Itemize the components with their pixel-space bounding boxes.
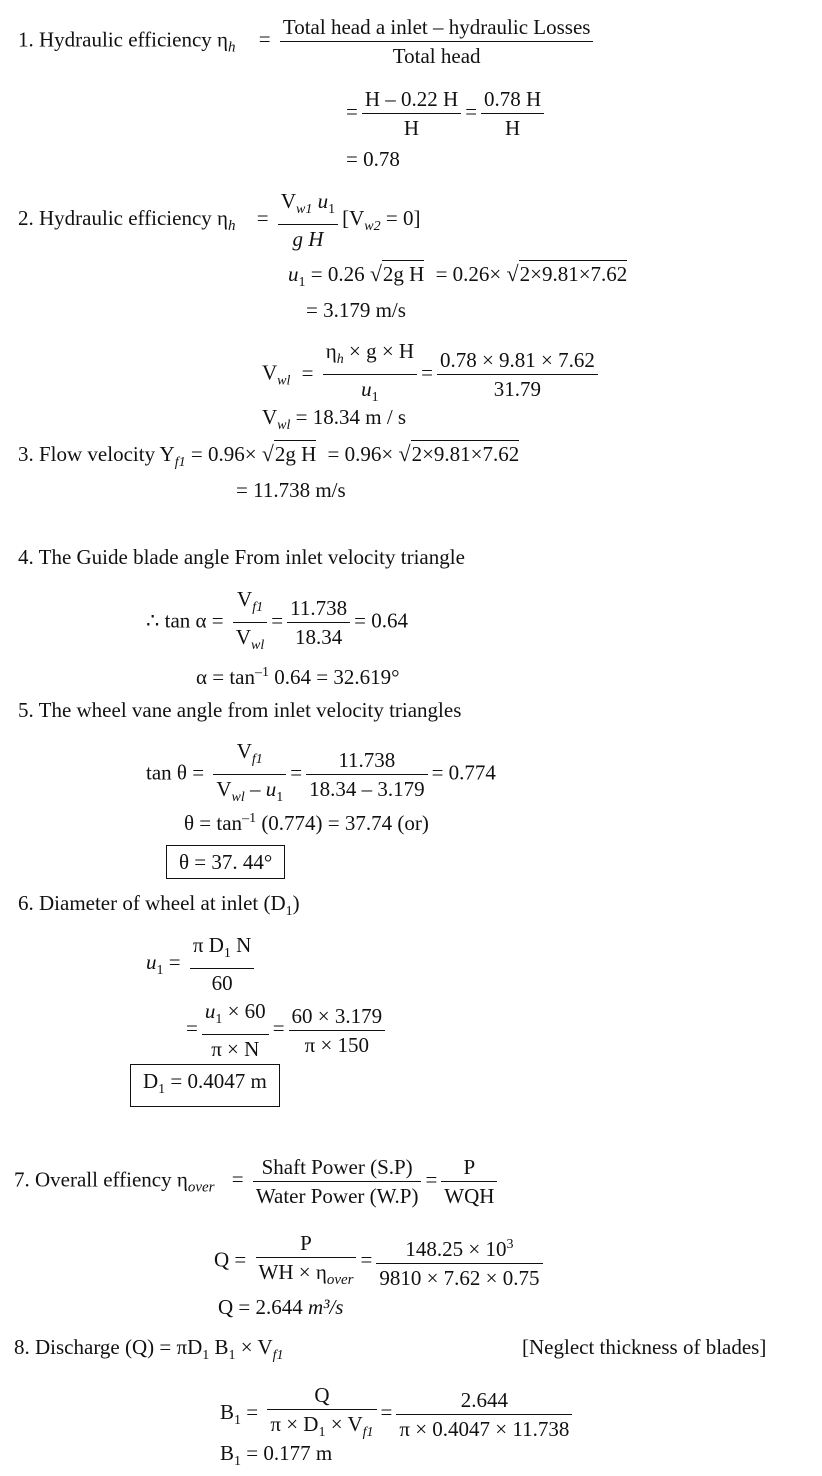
s1-fraction: $\frac{\text{Total head a inlet – hydraulic Losses}}{\text{Total head}}$ [280, 14, 594, 69]
s2-condition: $[V_{w2} = 0]$ [342, 205, 421, 235]
s4-frac-a: $\frac{V_{f1}}{V_{wl}}$ [233, 586, 267, 659]
s7-q-line: Q = $\frac{P}{WH \times \eta_{over}}$ = $\frac{148.25 \times 10^3}{9810 \times 7.62 \times 0.75}$ [214, 1230, 547, 1293]
s3-value: = 11.738 m/s [236, 478, 346, 502]
s1-label: 1. Hydraulic efficiency η [18, 27, 229, 52]
s8-line1: 8. Discharge $(Q) = \pi D_1$ $B_1 \times V_{f1}$ [14, 1335, 284, 1364]
s5-label: 5. The wheel vane angle from inlet velocity triangles [18, 698, 462, 722]
s7-label: 7. Overall effiency η [14, 1167, 188, 1192]
s2-fraction: $\frac{V_{w1} u_1}{\text{g H}}$ [278, 188, 338, 252]
s7-q-value: Q = 2.644 m³/s [218, 1295, 344, 1319]
s6-boxed-result: $D_1 = 0.4047$ m [130, 1064, 280, 1107]
s2-line1: 2. Hydraulic efficiency $\eta_h$ = $\frac{V_{w1} u_1}{\text{g H}}$ $[V_{w2} = 0]$ [18, 189, 421, 252]
s6-u1-derivation: = $\frac{u_1 \times 60}{\pi \times N}$ = $\frac{60 \times 3.179}{\pi \times 150}$ [186, 998, 389, 1062]
s3-line1: 3. Flow velocity $Y_{f1} = 0.96\times √2g$ H = 0.96× √2×9.81×7.62 [18, 441, 520, 471]
s5-frac-b: $\frac{11.738}{18.34 - 3.179}$ [306, 747, 428, 802]
s7-frac-b: $\frac{P}{\text{WQH}}$ [441, 1154, 497, 1209]
s2-vw-frac-b: $\frac{0.78 \times 9.81 \times 7.62}{31.79}$ [437, 347, 598, 402]
s6-frac-a: $\frac{\pi D_1 N}{60}$ [190, 932, 254, 996]
s8-note: [Neglect thickness of blades] [522, 1335, 767, 1359]
s2-label: 2. Hydraulic efficiency η [18, 205, 229, 230]
s8-b-line: $B_1$ = $\frac{Q}{\pi \times D_1 \times V_{f1}}$ = $\frac{2.644}{\pi \times 0.4047 \times 11.738}$ [220, 1382, 576, 1446]
s4-frac-b: $\frac{11.738}{18.34}$ [287, 595, 350, 650]
s8-b-value: $B_1 = 0.177$ m [220, 1441, 333, 1470]
s7-line1: 7. Overall effiency $\eta_{over}$ = $\frac{\text{Shaft Power (S.P)}}{\text{Water Power (W.P)}}$ = $\frac{P}{\text{WQH}}$ [14, 1154, 501, 1209]
s1-result: = 0.78 [346, 147, 400, 171]
s4-label: 4. The Guide blade angle From inlet velocity triangle [18, 545, 465, 569]
s8-frac-a: $\frac{Q}{\pi \times D_1 \times V_{f1}}$ [267, 1382, 376, 1446]
s6-label: 6. Diameter of wheel at inlet $(D_1)$ [18, 891, 300, 920]
s2-u1-value: = 3.179 m/s [306, 298, 406, 322]
s2-vw-value: $V_{wl} = 18.34$ m / s [262, 405, 407, 434]
s7-q-frac-b: $\frac{148.25 \times 10^3}{9810 \times 7.62 \times 0.75}$ [376, 1232, 542, 1291]
s1-line1: 1. Hydraulic efficiency $\eta_h$ = $\frac{\text{Total head a inlet – hydraulic Losses}}{\text{Total head}}$ [18, 14, 597, 69]
s2-vw-frac-a: $\frac{\eta_h \times g \times H}{u_1}$ [323, 338, 417, 411]
s6-frac-c: $\frac{60 \times 3.179}{\pi \times 150}$ [289, 1003, 386, 1058]
s5-tan-line: tan θ = $\frac{V_{f1}}{V_{wl} - u_1}$ = $\frac{11.738}{18.34 - 3.179}$ = 0.774 [146, 738, 496, 811]
s3-label: 3. Flow velocity Y [18, 442, 175, 466]
s4-alpha: $\alpha = \tan^{-1} 0.64 = 32.619^\circ$ [196, 665, 400, 689]
s1-frac-a: $\frac{H - 0.22 H}{H}$ [362, 86, 461, 141]
s5-frac-a: $\frac{V_{f1}}{V_{wl} - u_1}$ [213, 738, 286, 811]
s6-frac-b: $\frac{u_1 \times 60}{\pi \times N}$ [202, 998, 269, 1062]
s2-u1-line: $u_1 = 0.26$ √2g H = 0.26× √2×9.81×7.62 [288, 261, 628, 291]
s4-tan-line: ∴ tan α = $\frac{V_{f1}}{V_{wl}}$ = $\frac{11.738}{18.34}$ = 0.64 [146, 586, 408, 659]
s1-frac-b: $\frac{0.78 H}{H}$ [481, 86, 544, 141]
s8-frac-b: $\frac{2.644}{\pi \times 0.4047 \times 11.738}$ [396, 1387, 572, 1442]
s7-frac-a: $\frac{\text{Shaft Power (S.P)}}{\text{Water Power (W.P)}}$ [253, 1154, 422, 1209]
s5-theta: $\theta = \tan^{-1} (0.774) = 37.74$ (or) [184, 811, 429, 835]
s2-vw-line: $V_{wl}$ = $\frac{\eta_h \times g \times H}{u_1}$ = $\frac{0.78 \times 9.81 \times 7.62}{31.79}$ [262, 338, 602, 411]
s1-line2: = $\frac{H - 0.22 H}{H}$ = $\frac{0.78 H}{H}$ [346, 86, 548, 141]
s5-boxed-result: θ = 37. 44° [166, 845, 285, 879]
s6-u1-line: $u_1$ = $\frac{\pi D_1 N}{60}$ [146, 932, 258, 996]
s7-q-frac-a: $\frac{P}{WH \times \eta_{over}}$ [256, 1230, 357, 1293]
